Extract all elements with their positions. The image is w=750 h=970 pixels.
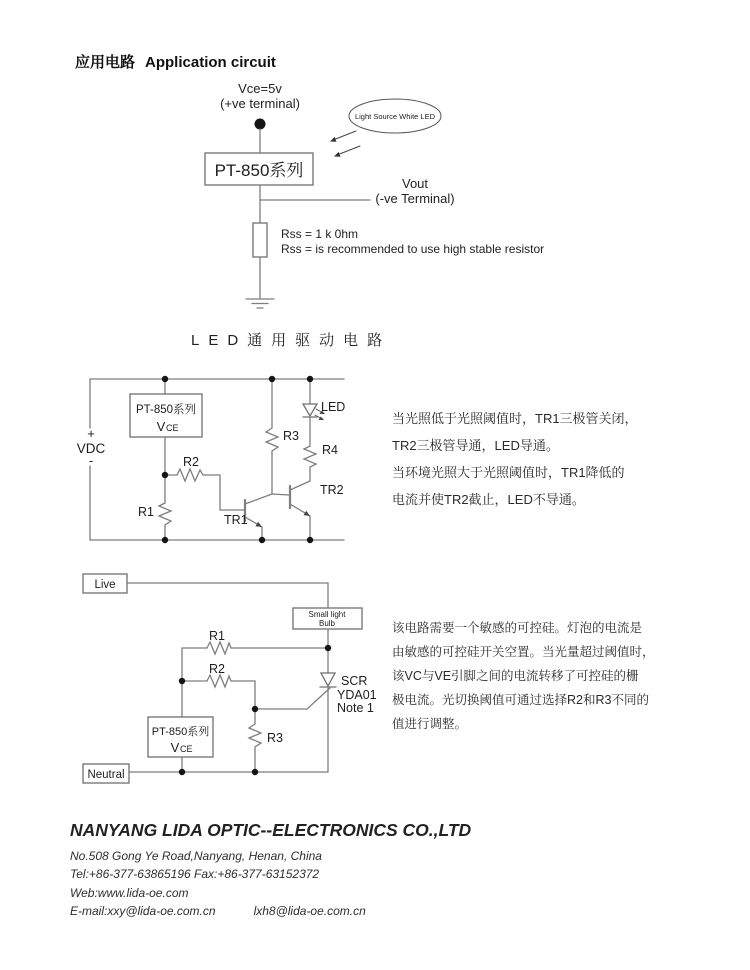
company-email bbox=[70, 904, 366, 918]
r2-label: R2 bbox=[209, 662, 225, 676]
neutral-label: Neutral bbox=[87, 769, 125, 781]
r1-label: R1 bbox=[138, 505, 154, 519]
vout-sub-label: (-ve Terminal) bbox=[375, 191, 455, 206]
bulb-label-line1: Small light bbox=[308, 610, 346, 619]
description-line: 当光照低于光照阈值时，TR1三极管关闭， bbox=[392, 411, 638, 426]
r1-label: R1 bbox=[209, 629, 225, 643]
scr-label: SCR bbox=[341, 674, 368, 688]
led-driver-circuit-diagram bbox=[77, 376, 346, 543]
rss-value-label: Rss = 1 k 0hm bbox=[281, 227, 359, 241]
r3-label: R3 bbox=[267, 731, 283, 745]
pt850-box-label: PT-850系列 bbox=[214, 161, 304, 180]
tr2-label: TR2 bbox=[320, 483, 344, 497]
scr-switch-circuit-diagram bbox=[83, 574, 377, 783]
scr-icon bbox=[320, 673, 336, 772]
description-line: 该电路需要一个敏感的可控硅。灯泡的电流是 bbox=[392, 621, 643, 635]
led-label: LED bbox=[321, 400, 346, 414]
resistor-r2 bbox=[182, 675, 255, 709]
description-line: 值进行调整。 bbox=[392, 717, 468, 731]
resistor-r2 bbox=[165, 469, 244, 510]
description-line: 电流并使TR2截止，LED不导通。 bbox=[392, 492, 585, 507]
company-tel-fax: Tel:+86-377-63865196 Fax:+86-377-63152372 bbox=[70, 867, 320, 881]
vcc-sub-label: (+ve terminal) bbox=[220, 96, 300, 111]
rss-resistor bbox=[253, 223, 267, 257]
light-arrows-icon bbox=[330, 131, 360, 157]
page-title bbox=[75, 51, 276, 72]
vce-v-label: V bbox=[156, 419, 166, 434]
description-line: TR2三极管导通，LED导通。 bbox=[392, 438, 559, 453]
scr-note-label: Note 1 bbox=[337, 701, 374, 715]
led-driver-description bbox=[392, 405, 638, 513]
tr1-label: TR1 bbox=[224, 513, 248, 527]
ground-icon bbox=[246, 299, 274, 308]
resistor-r1 bbox=[182, 642, 328, 654]
scr-circuit-description bbox=[392, 616, 655, 736]
vce-v-label: V bbox=[170, 740, 180, 755]
r3-label: R3 bbox=[283, 429, 299, 443]
description-line: 由敏感的可控硅开关空置。当光量超过阈值时， bbox=[392, 645, 655, 659]
pt850-vce-box-label: PT-850系列 bbox=[135, 404, 197, 416]
email-primary: E-mail:xxy@lida-oe.com.cn bbox=[70, 904, 216, 918]
resistor-r3 bbox=[249, 709, 261, 772]
vdc-minus-label: - bbox=[88, 453, 94, 468]
description-line: 当环境光照大于光照阈值时，TR1降低的 bbox=[392, 465, 625, 480]
vcc-label: Vce=5v bbox=[238, 81, 282, 96]
led-driver-heading: LED通用驱动电路 bbox=[191, 332, 392, 349]
company-name: NANYANG LIDA OPTIC--ELECTRONICS CO.,LTD bbox=[70, 820, 472, 840]
terminal-dot bbox=[255, 119, 266, 130]
scr-gate-wire bbox=[255, 688, 330, 709]
page-title-en: Application circuit bbox=[145, 54, 276, 71]
bulb-label-line2: Bulb bbox=[318, 619, 336, 628]
pt850-vce-box-label: PT-850系列 bbox=[151, 726, 210, 738]
scr-model-label: YDA01 bbox=[337, 688, 377, 702]
description-line: 该VC与VE引脚之间的电流转移了可控硅的栅 bbox=[392, 669, 639, 683]
vce-sub-label: CE bbox=[180, 744, 193, 754]
light-source-label: Light Source White LED bbox=[354, 112, 436, 121]
live-label: Live bbox=[94, 579, 116, 591]
r4-label: R4 bbox=[322, 443, 338, 457]
company-web: Web:www.lida-oe.com bbox=[70, 886, 189, 900]
vdc-plus-label: + bbox=[87, 426, 95, 441]
page-title-zh: 应用电路 bbox=[75, 54, 136, 71]
vce-sub-label: CE bbox=[166, 423, 179, 433]
email-secondary: lxh8@lida-oe.com.cn bbox=[253, 904, 366, 918]
resistor-r4 bbox=[304, 417, 316, 481]
transistor-tr1 bbox=[245, 494, 272, 540]
description-line: 极电流。光切换阈值可通过选择R2和R3不同的 bbox=[392, 693, 649, 707]
resistor-r3 bbox=[266, 379, 278, 494]
r2-label: R2 bbox=[183, 455, 199, 469]
company-address: No.508 Gong Ye Road,Nanyang, Henan, China bbox=[70, 849, 322, 863]
resistor-r1 bbox=[159, 503, 171, 540]
vout-label: Vout bbox=[401, 176, 429, 191]
vdc-label: VDC bbox=[76, 441, 106, 456]
rss-note-label: Rss = is recommended to use high stable resistor bbox=[281, 242, 545, 256]
transistor-tr2 bbox=[272, 481, 310, 540]
